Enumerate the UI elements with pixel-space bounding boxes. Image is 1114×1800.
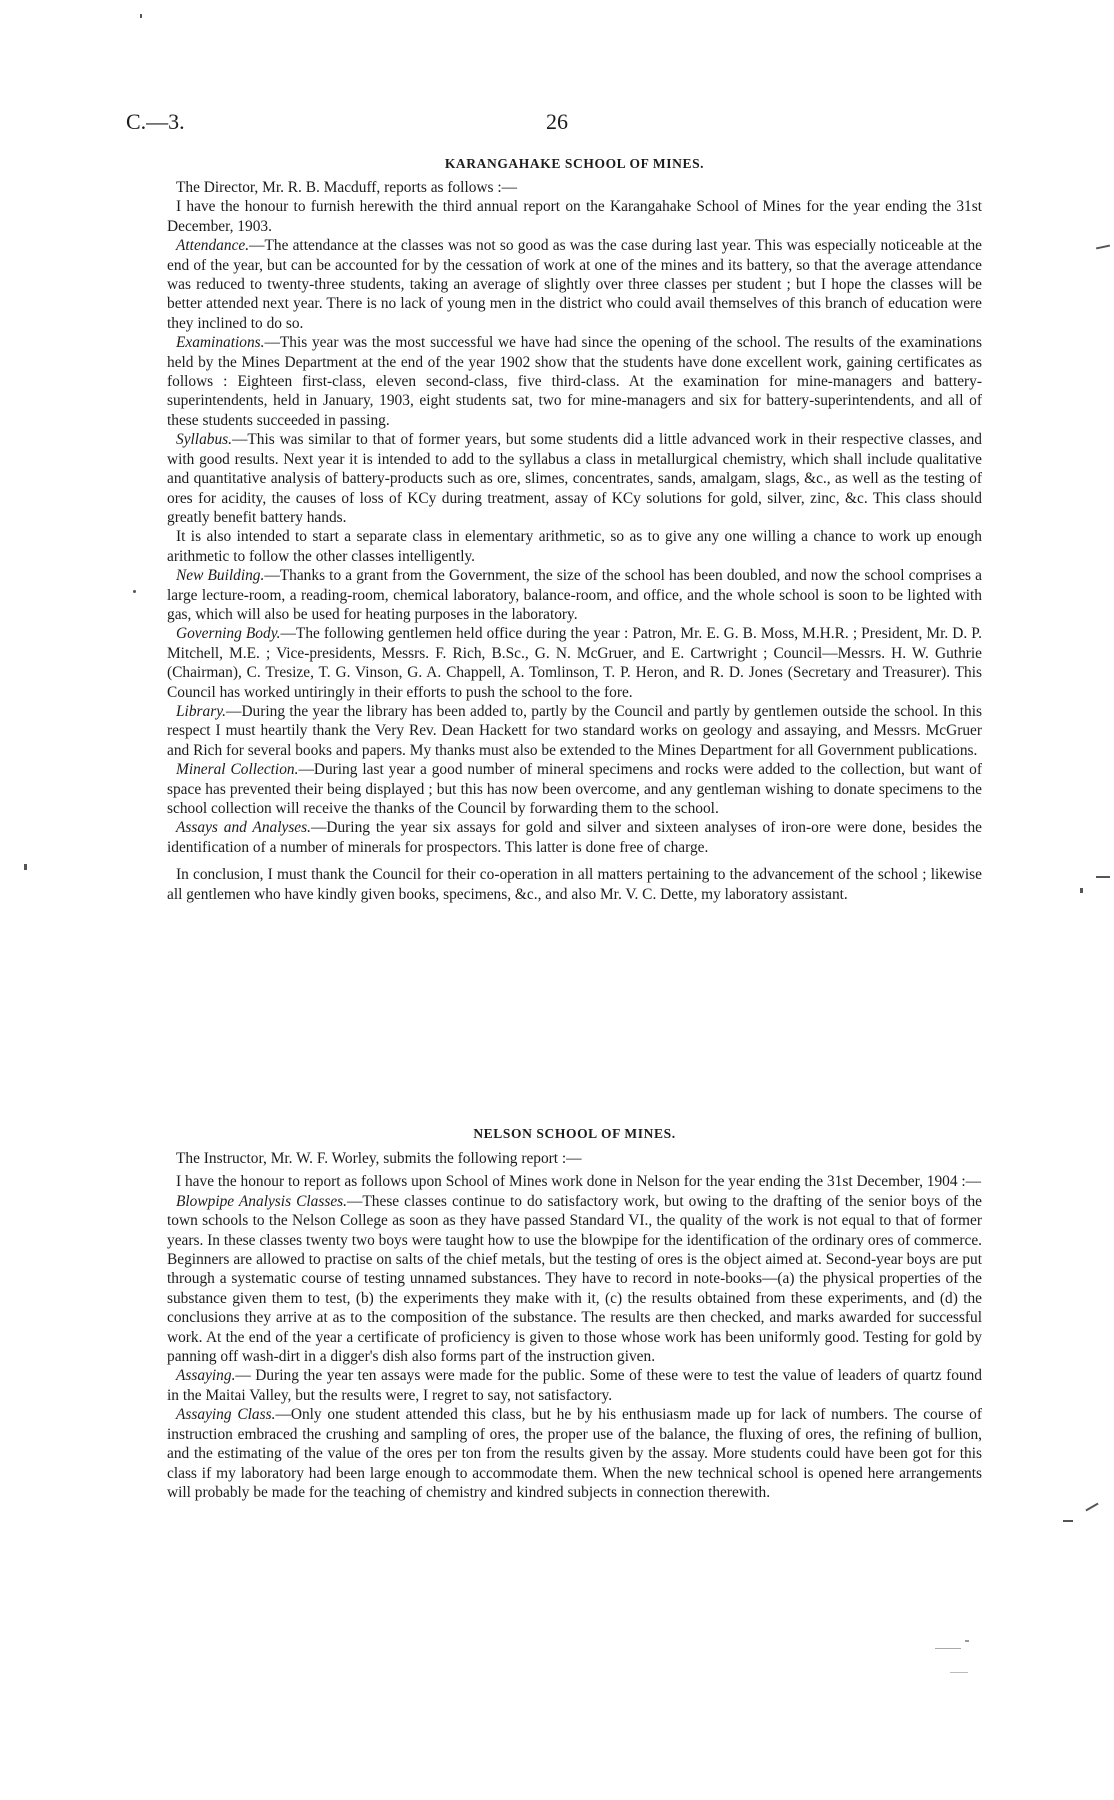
paragraph-attendance <box>167 236 982 333</box>
karangahake-opening: I have the honour to furnish herewith the third annual report on the Karangahake School of Mines for the year ending the 31st December, 1903. <box>167 198 982 235</box>
paragraph-mineral-collection <box>167 760 982 818</box>
document-reference: C.—3. <box>126 109 185 134</box>
paragraph-assaying <box>167 1366 982 1405</box>
paragraph-title: Syllabus. <box>176 431 233 449</box>
paragraph-assaying-class <box>167 1405 982 1502</box>
scan-mark <box>1080 888 1083 893</box>
paragraph-assays-analyses <box>167 818 982 857</box>
paragraph-title: Assays and Analyses. <box>176 819 311 837</box>
paragraph-title: Mineral Collection. <box>176 761 299 779</box>
nelson-intro: The Instructor, Mr. W. F. Worley, submits the following report :— <box>176 1150 582 1167</box>
paragraph-title: New Building. <box>176 567 265 585</box>
paragraph-title: Governing Body. <box>176 625 281 643</box>
scan-mark <box>935 1648 961 1649</box>
scan-mark <box>1063 1520 1073 1522</box>
paragraph-title: Blowpipe Analysis Classes. <box>176 1192 347 1210</box>
paragraph-text: —The following gentlemen held office during the year : Patron, Mr. E. G. B. Moss, M.H.R. ; President, Mr. D. P. Mitchell, M.E. ; Vice-presidents, Messrs. F. Rich, B.Sc., G. N. McGruer, and E. Cartwright ; Council—Messrs. H. W. Guthrie (Chairman), C. Tresize, T. G. Vinson, G. A. Chappell, A. Tomlinson, T. P. Heron, and R. D. Jones (Secretary and Treasurer). This Council has worked untiringly in their efforts to push the school to the fore. <box>167 625 983 701</box>
paragraph-arithmetic: It is also intended to start a separate class in elementary arithmetic, so as to give any one willing a chance to work up enough arithmetic to follow the other classes intelligently. <box>167 528 982 565</box>
paragraph-title: Library. <box>176 702 227 720</box>
paragraph-text: —These classes continue to do satisfactory work, but owing to the drafting of the senior boys of the town schools to the Nelson College as soon as they have passed Standard VI., the quality of the work is not equal to that of former years. In these classes twenty two boys were taught how to use the blowpipe for the identification of the ordinary ores of commerce. Beginners are allowed to practise on salts of the chief metals, but the testing of ores is the object aimed at. Second-year boys are put through a systematic course of testing unnamed substances. They have to record in note-books—(a) the physical properties of the substance given them to test, (b) the experiments they make with it, (c) the results obtained from these experiments, and (d) the conclusions they arrive at as to the composition of the substance. The results are then checked, and marks awarded for successful work. At the end of the year a certificate of proficiency is given to those whose work has been uniformly good. Testing for gold by panning off wash-dirt in a digger's dish also forms part of the instruction given. <box>167 1192 983 1366</box>
paragraph-syllabus <box>167 430 982 527</box>
paragraph-conclusion: In conclusion, I must thank the Council for their co-operation in all matters pertaining to the advancement of the school ; likewise all gentlemen who have kindly given books, specimens, &c., and also Mr. V. C. Dette, my laboratory assistant. <box>167 866 982 903</box>
paragraph-new-building <box>167 566 982 624</box>
paragraph-text: —Thanks to a grant from the Government, the size of the school has been doubled, and now the school comprises a large lecture-room, a reading-room, chemical laboratory, balance-room, and office, and the whole school is soon to be lighted with gas, which will also be used for heating purposes in the laboratory. <box>167 567 982 623</box>
paragraph-title: Assaying Class. <box>176 1406 276 1424</box>
paragraph-text: —During the year six assays for gold and silver and sixteen analyses of iron-ore were done, besides the identification of a number of minerals for prospectors. This latter is done free of charge. <box>167 819 982 856</box>
paragraph-text: —The attendance at the classes was not so good as was the case during last year. This was especially noticeable at the end of the year, but can be accounted for by the cessation of work at one of the mines and its battery, so that the average attendance was reduced to twenty-three students, taking an average of slightly over three classes per student ; but I hope the classes will be better attended next year. There is no lack of young men in the district who could avail themselves of this branch of education were they inclined to do so. <box>167 237 982 332</box>
paragraph-text: —During last year a good number of mineral specimens and rocks were added to the collection, but want of space has prevented their being displayed ; but this has now been overcome, and any gentleman wishing to donate specimens to the school collection will receive the thanks of the Council by forwarding them to the school. <box>167 761 982 817</box>
scan-mark <box>1096 245 1110 250</box>
scan-mark <box>24 864 27 870</box>
paragraph-examinations <box>167 333 982 430</box>
page-header <box>126 109 986 139</box>
scan-mark <box>133 590 136 593</box>
nelson-opening: I have the honour to report as follows upon School of Mines work done in Nelson for the year ending the 31st December, 1904 :— <box>176 1173 982 1191</box>
karangahake-intro: The Director, Mr. R. B. Macduff, reports as follows :— <box>176 179 518 196</box>
paragraph-blowpipe <box>167 1192 982 1367</box>
paragraph-governing-body <box>167 624 982 702</box>
scan-mark <box>1085 1503 1098 1512</box>
paragraph-text: —This was similar to that of former years, but some students did a little advanced work in their respective classes, and with good results. Next year it is intended to add to the syllabus a class in metallurgical chemistry, which shall include qualitative and quantitative analysis of battery-products such as ore, slimes, concentrates, sands, amalgam, slags, &c., as well as the testing of ores for acidity, the causes of loss of KCy during treatment, assay of KCy solutions for gold, silver, zinc, &c. This class should greatly benefit battery hands. <box>167 431 982 526</box>
scan-mark <box>1096 876 1110 878</box>
scan-mark <box>965 1640 969 1642</box>
paragraph-text: —This year was the most successful we have had since the opening of the school. The results of the examinations held by the Mines Department at the end of the year 1902 show that the students have done excellent work, gaining certificates as follows : Eighteen first-class, eleven second-class, five third-class. At the examination for mine-managers and battery-superintendents, held in January, 1903, eight students sat, two for mine-managers and six for battery-superintendents, and all of these students succeeded in passing. <box>167 334 982 429</box>
page-number: 26 <box>546 109 568 134</box>
scan-mark <box>950 1672 968 1673</box>
section-heading-nelson: NELSON SCHOOL OF MINES. <box>473 1126 676 1141</box>
paragraph-library <box>167 702 982 760</box>
paragraph-title: Assaying. <box>176 1367 236 1385</box>
section-heading-karangahake: KARANGAHAKE SCHOOL OF MINES. <box>444 156 705 171</box>
paragraph-text: —Only one student attended this class, but he by his enthusiasm made up for lack of numbers. The course of instruction embraced the crushing and sampling of ores, the proper use of the balance, the fluxing of ores, the refining of bullion, and the estimating of the value of the ores per ton from the results given by the assay. More students could have been got for this class if my laboratory had been large enough to accommodate them. When the new technical school is opened here arrangements will probably be made for the teaching of chemistry and kindred subjects in connection therewith. <box>167 1406 982 1501</box>
paragraph-text: — During the year ten assays were made for the public. Some of these were to test the value of leaders of quartz found in the Maitai Valley, but the results were, I regret to say, not satisfactory. <box>167 1367 982 1404</box>
paragraph-text: —During the year the library has been added to, partly by the Council and partly by gentlemen outside the school. In this respect I must heartily thank the Very Rev. Dean Hackett for two standard works on geology and assaying, and Messrs. McGruer and Rich for several books and papers. My thanks must also be extended to the Mines Department for all Government publications. <box>167 702 982 759</box>
paragraph-title: Attendance. <box>176 237 250 255</box>
paragraph-title: Examinations. <box>176 334 265 352</box>
karangahake-section <box>167 156 982 904</box>
nelson-section <box>167 1126 982 1502</box>
scan-mark <box>140 14 142 18</box>
